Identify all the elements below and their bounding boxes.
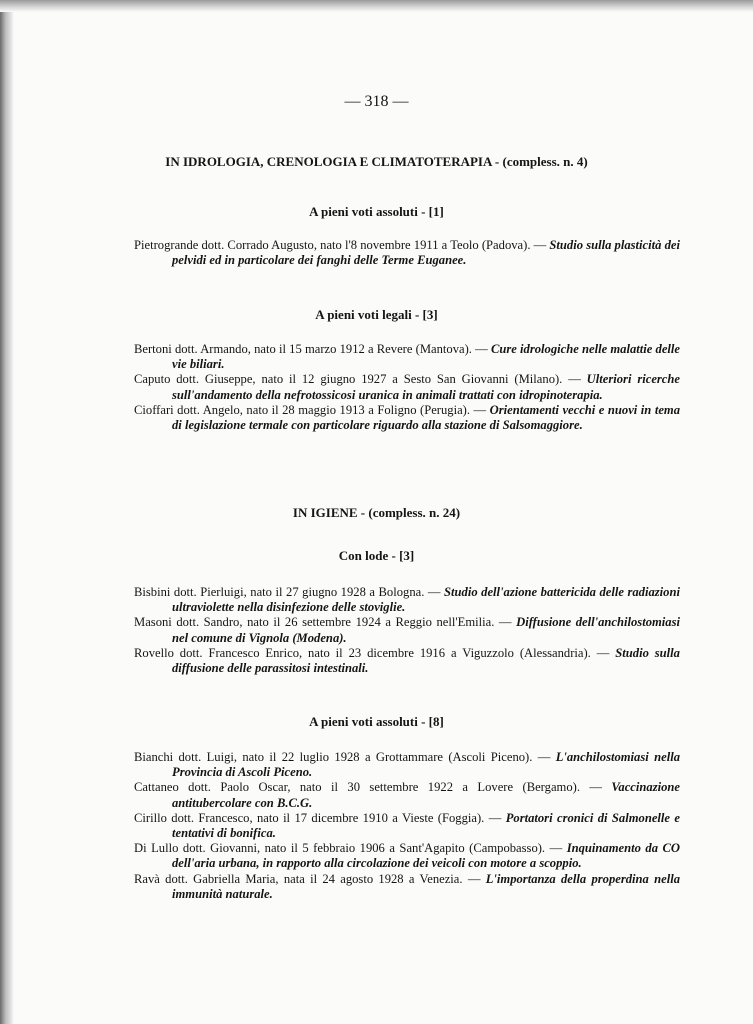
entry-title: Studio sulla plasticità dei pelvidi ed in particolare dei fanghi delle Terme Euganee. xyxy=(172,238,680,268)
list-item xyxy=(134,811,680,841)
entry-title: L'importanza della properdina nella immunità naturale. xyxy=(172,871,681,901)
entry-author: Masoni dott. Sandro, nato il 26 settembre 1924 a Reggio nell'Emilia. — xyxy=(134,615,512,630)
section-heading-idrologia: IN IDROLOGIA, CRENOLOGIA E CLIMATOTERAPIA - (compless. n. 4) xyxy=(165,154,588,169)
entry-author: Rovello dott. Francesco Enrico, nato il 23 dicembre 1916 a Viguzzolo (Alessandria). — xyxy=(134,645,610,660)
list-item xyxy=(134,780,680,810)
entry-title: Orientamenti vecchi e nuovi in tema di legislazione termale con particolare riguardo alla stazione di Salsomaggiore. xyxy=(172,402,681,433)
list-item xyxy=(134,585,680,615)
entry-author: Caputo dott. Giuseppe, nato il 12 giugno 1927 a Sesto San Giovanni (Milano). — xyxy=(134,372,581,387)
entry-author: Cirillo dott. Francesco, nato il 17 dicembre 1910 a Vieste (Foggia). — xyxy=(134,810,502,825)
list-item xyxy=(134,750,680,780)
subheading-pieni-voti-assoluti-1: A pieni voti assoluti - [1] xyxy=(309,204,444,219)
list-item xyxy=(134,238,680,268)
entry-title: Vaccinazione antitubercolare con B.C.G. xyxy=(172,780,680,810)
entry-author: Bertoni dott. Armando, nato il 15 marzo 1912 a Revere (Mantova). — xyxy=(134,342,488,356)
entry-list xyxy=(134,750,680,902)
entry-title: Inquinamento da CO dell'aria urbana, in rapporto alla circolazione dei veicoli con motore a scoppio. xyxy=(172,841,681,871)
list-item xyxy=(134,841,680,871)
entry-author: Bianchi dott. Luigi, nato il 22 luglio 1928 a Grottammare (Ascoli Piceno). — xyxy=(134,750,551,764)
entry-author: Cattaneo dott. Paolo Oscar, nato il 30 settembre 1922 a Lovere (Bergamo). — xyxy=(134,780,602,795)
entry-author: Di Lullo dott. Giovanni, nato il 5 febbraio 1906 a Sant'Agapito (Campobasso). — xyxy=(134,841,563,856)
entry-list xyxy=(134,238,680,268)
section-heading-igiene: IN IGIENE - (compless. n. 24) xyxy=(292,505,461,520)
subheading-con-lode: Con lode - [3] xyxy=(338,548,415,563)
entry-author: Pietrogrande dott. Corrado Augusto, nato l'8 novembre 1911 a Teolo (Padova). — xyxy=(134,238,547,252)
entry-title: Diffusione dell'anchilostomiasi nel comune di Vignola (Modena). xyxy=(172,615,680,645)
entry-title: Studio dell'azione battericida delle radiazioni ultraviolette nella disinfezione delle stoviglie. xyxy=(172,585,680,615)
entry-title: Ulteriori ricerche sull'andamento della nefrotossicosi uranica in animali trattati con idropinoterapia. xyxy=(172,372,680,402)
list-item xyxy=(134,342,680,372)
list-item xyxy=(134,372,680,402)
entry-author: Ravà dott. Gabriella Maria, nata il 24 agosto 1928 a Venezia. — xyxy=(134,871,481,886)
list-item xyxy=(134,872,680,902)
entry-list xyxy=(134,585,680,676)
list-item xyxy=(134,615,680,645)
entry-list xyxy=(134,342,680,433)
scan-edge-top xyxy=(0,0,753,12)
list-item xyxy=(134,646,680,676)
entry-author: Bisbini dott. Pierluigi, nato il 27 giugno 1928 a Bologna. — xyxy=(134,585,441,599)
entry-title: Studio sulla diffusione delle parassitosi intestinali. xyxy=(172,645,680,676)
list-item xyxy=(134,403,680,433)
entry-title: L'anchilostomiasi nella Provincia di Ascoli Piceno. xyxy=(172,750,680,780)
entry-author: Cioffari dott. Angelo, nato il 28 maggio 1913 a Foligno (Perugia). — xyxy=(134,402,487,417)
entry-title: Portatori cronici di Salmonelle e tentativi di bonifica. xyxy=(172,810,680,841)
entry-title: Cure idrologiche nelle malattie delle vie biliari. xyxy=(172,342,681,372)
subheading-pieni-voti-legali: A pieni voti legali - [3] xyxy=(315,307,438,322)
subheading-pieni-voti-assoluti-8: A pieni voti assoluti - [8] xyxy=(309,714,444,729)
page-number: — 318 — xyxy=(344,93,409,110)
